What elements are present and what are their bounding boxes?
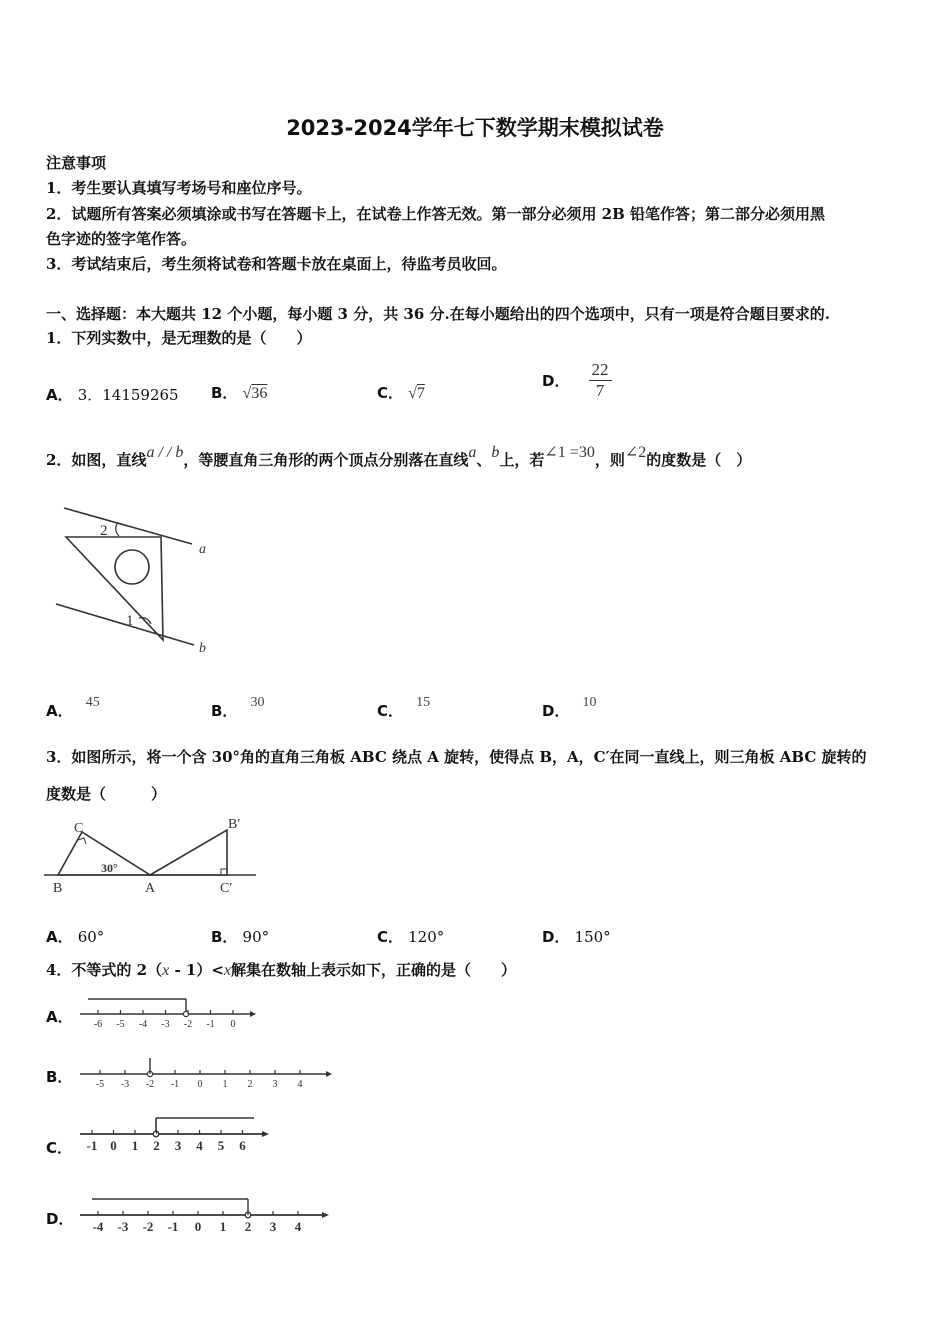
- q1-a-label: A．: [46, 386, 73, 404]
- q1-option-c[interactable]: [377, 382, 425, 403]
- q4-b-tick-label: -1: [170, 1079, 180, 1090]
- page-title: 2023-2024学年七下数学期末模拟试卷: [286, 116, 664, 140]
- q4-d-arrow: [322, 1212, 329, 1218]
- notes-heading: 注意事项: [46, 154, 107, 172]
- q3-label-b: B: [53, 881, 63, 896]
- q4-a-label: A．: [46, 1008, 73, 1026]
- q3-a-label: A．: [46, 928, 73, 946]
- q1-d-fraction: [589, 360, 612, 401]
- q4-a-tick-label: -3: [161, 1019, 170, 1030]
- q3-angle-label: 30°: [101, 861, 118, 875]
- q3-label-c: C: [74, 821, 84, 836]
- q2-d-label: D．: [542, 702, 570, 720]
- q4-number-line-b: [76, 1054, 332, 1094]
- q2-b-label: B．: [211, 702, 238, 720]
- q4-c-arrow: [262, 1131, 269, 1137]
- q3-b-label: B．: [211, 928, 238, 946]
- notes-item-2b: 色字迹的签字笔作答。: [46, 230, 197, 248]
- q4-d-tick-label: 1: [219, 1219, 227, 1234]
- q4-b-tick-label: 1: [222, 1079, 228, 1090]
- q4-var-x: x: [162, 962, 170, 979]
- q3-right-angle-mark-prime: [221, 869, 227, 875]
- q2-a-value: 45: [85, 695, 100, 710]
- q2-option-c[interactable]: [377, 690, 431, 720]
- q3-a-value: 60°: [77, 928, 105, 946]
- q4-c-tick-label: 4: [196, 1138, 203, 1153]
- q2-option-b[interactable]: [211, 690, 265, 720]
- q4-c-tick-label: 1: [131, 1138, 139, 1153]
- q4-c-tick-label: -1: [86, 1138, 98, 1153]
- q2-option-d[interactable]: [542, 690, 597, 720]
- q2-option-a[interactable]: [46, 690, 100, 720]
- q4-a-tick-label: -4: [138, 1019, 148, 1030]
- q2-stem-text: 上，若: [499, 451, 545, 469]
- q1-b-radicand: 36: [251, 385, 268, 402]
- q3-option-c[interactable]: [377, 926, 444, 947]
- q2-fig-label-1: 1: [126, 613, 134, 629]
- q2-c-value: 15: [416, 695, 431, 710]
- q1-d-label: D．: [542, 372, 570, 390]
- q3-stem-line2: 度数是（ ）: [46, 785, 167, 803]
- q4-a-tick-label: -5: [116, 1019, 125, 1030]
- q1-c-radicand: 7: [416, 385, 425, 402]
- section-heading: 一、选择题：本大题共 12 个小题，每小题 3 分，共 36 分.在每小题给出的四个选项中，只有一项是符合题目要求的.: [46, 305, 830, 323]
- q2-fig-label-a: a: [199, 542, 206, 557]
- q4-stem-text: - 1）<: [169, 961, 224, 979]
- q4-a-tick-label: -6: [93, 1019, 103, 1030]
- q4-option-b[interactable]: [46, 1066, 72, 1087]
- q2-figure: [46, 500, 221, 660]
- q1-d-denominator: 7: [595, 381, 605, 400]
- q2-math-a: a: [468, 444, 477, 461]
- q3-option-b[interactable]: [211, 926, 269, 947]
- q2-fig-label-2: 2: [100, 523, 108, 539]
- sqrt-icon: √36: [242, 385, 268, 402]
- q2-b-value: 30: [250, 695, 265, 710]
- q4-d-tick-label: -3: [117, 1219, 129, 1234]
- q4-b-arrow: [326, 1071, 332, 1077]
- q2-math-parallel: a / / b: [146, 444, 184, 461]
- q2-line-a: [64, 508, 192, 544]
- q2-line-b: [56, 604, 194, 645]
- q4-b-tick-label: 0: [197, 1079, 203, 1090]
- q4-b-tick-label: 4: [297, 1079, 303, 1090]
- notes-item-2a: 2．试题所有答案必须填涂或书写在答题卡上，在试卷上作答无效。第一部分必须用 2B 铅笔作答；第二部分必须用黑: [46, 205, 826, 223]
- q3-d-value: 150°: [574, 928, 611, 946]
- q3-b-value: 90°: [242, 928, 270, 946]
- q4-d-tick-label: 3: [269, 1219, 277, 1234]
- q2-c-label: C．: [377, 702, 404, 720]
- q3-figure: [44, 808, 260, 898]
- q4-a-tick-label: 0: [230, 1019, 236, 1030]
- q4-d-tick-label: 0: [194, 1219, 202, 1234]
- q1-option-b[interactable]: [211, 382, 267, 403]
- q4-number-line-c: [76, 1114, 272, 1160]
- q1-option-d[interactable]: [542, 360, 612, 401]
- q4-d-tick-label: -1: [167, 1219, 179, 1234]
- q4-c-tick-label: 6: [239, 1138, 246, 1153]
- q3-d-label: D．: [542, 928, 570, 946]
- q2-stem-text: 的度数是（ ）: [646, 451, 752, 469]
- q4-d-tick-label: 4: [294, 1219, 302, 1234]
- q3-label-bprime: B′: [228, 817, 241, 832]
- q2-circle: [115, 550, 149, 584]
- q4-d-tick-label: -4: [92, 1219, 104, 1234]
- notes-item-1: 1．考生要认真填写考场号和座位序号。: [46, 179, 312, 197]
- q4-stem: [46, 959, 516, 980]
- q4-c-tick-label: 5: [217, 1138, 225, 1153]
- sqrt-icon: √7: [408, 385, 425, 402]
- q4-c-label: C．: [46, 1139, 73, 1157]
- q4-var-x: x: [223, 962, 232, 979]
- q2-stem-text: 、: [476, 451, 492, 469]
- q4-b-tick-label: 3: [272, 1079, 278, 1090]
- notes-item-3: 3．考试结束后，考生须将试卷和答题卡放在桌面上，待监考员收回。: [46, 255, 507, 273]
- q1-b-label: B．: [211, 384, 238, 402]
- q4-b-tick-label: -5: [95, 1079, 105, 1090]
- q2-stem: [46, 444, 752, 470]
- q4-a-arrow: [250, 1011, 256, 1017]
- q2-d-value: 10: [582, 695, 597, 710]
- q3-label-cprime: C′: [220, 881, 233, 896]
- q2-math-angle1: ∠1 =30: [544, 444, 595, 461]
- q4-c-tick-label: 3: [174, 1138, 182, 1153]
- q4-d-tick-label: 2: [244, 1219, 252, 1234]
- q4-b-tick-label: 2: [247, 1079, 253, 1090]
- q1-c-label: C．: [377, 384, 404, 402]
- q4-option-c[interactable]: [46, 1137, 72, 1158]
- q4-number-line-d: [76, 1195, 332, 1239]
- q3-c-value: 120°: [408, 928, 445, 946]
- q3-stem-line1: 3．如图所示，将一个含 30°角的直角三角板 ABC 绕点 A 旋转，使得点 B，A，C′在同一直线上，则三角板 ABC 旋转的: [46, 748, 867, 766]
- q1-stem: 1．下列实数中，是无理数的是（ ）: [46, 329, 312, 347]
- q4-d-tick-label: -2: [142, 1219, 154, 1234]
- q3-c-label: C．: [377, 928, 404, 946]
- q3-option-a[interactable]: [46, 926, 104, 947]
- q2-fig-label-b: b: [199, 641, 206, 656]
- q4-c-tick-label: 0: [110, 1138, 117, 1153]
- q3-triangle-rotated: [150, 830, 227, 875]
- q4-a-tick-label: -2: [183, 1019, 193, 1030]
- q4-c-tick-label: 2: [153, 1138, 160, 1153]
- q2-a-label: A．: [46, 702, 73, 720]
- q4-a-tick-label: -1: [206, 1019, 215, 1030]
- q4-option-a[interactable]: [46, 1006, 73, 1027]
- q2-math-angle2: ∠2: [624, 444, 647, 461]
- q4-b-tick-label: -3: [120, 1079, 130, 1090]
- q4-b-tick-label: -2: [145, 1079, 155, 1090]
- q4-d-label: D．: [46, 1210, 74, 1228]
- q1-option-a[interactable]: [46, 384, 179, 405]
- q4-option-d[interactable]: [46, 1208, 73, 1229]
- q3-label-a: A: [145, 881, 156, 896]
- q2-math-b: b: [491, 444, 500, 461]
- q2-triangle: [66, 537, 163, 640]
- q4-b-label: B．: [46, 1068, 73, 1086]
- q2-stem-text: 2．如图，直线: [46, 451, 147, 469]
- q4-stem-text: 4．不等式的 2（: [46, 961, 163, 979]
- q1-d-numerator: 22: [589, 360, 612, 381]
- q2-stem-text: ，则: [594, 451, 625, 469]
- q3-option-d[interactable]: [542, 926, 611, 947]
- q4-number-line-a: [76, 994, 256, 1034]
- q3-right-angle-mark: [78, 838, 86, 844]
- q2-stem-text: ，等腰直角三角形的两个顶点分别落在直线: [183, 451, 469, 469]
- q1-a-value: 3．14159265: [77, 386, 179, 404]
- q4-stem-text: 解集在数轴上表示如下，正确的是（ ）: [231, 961, 517, 979]
